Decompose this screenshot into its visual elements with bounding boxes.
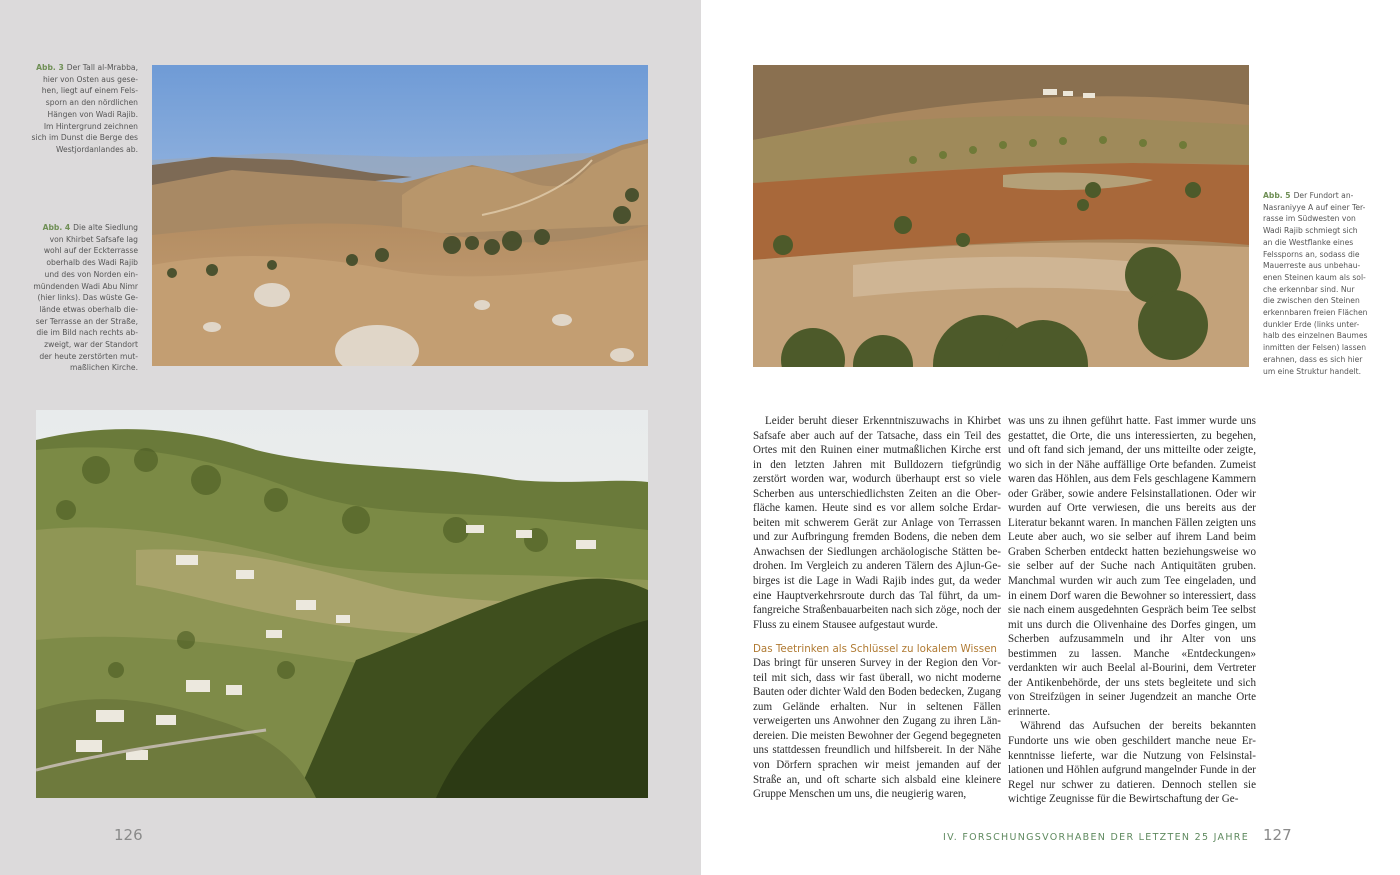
terrace-photo [753,65,1249,367]
caption-abb5-label: Abb. 5 [1263,191,1291,200]
caption-line: Der Fundort an- [1293,191,1354,200]
caption-line: erkennbaren freien Flächen [1263,308,1368,318]
photo-nasraniyye-a [753,65,1249,367]
paragraph: Leider beruht dieser Erkenntniszuwachs in Khirbet Safsafe aber auch auf der Tatsache, dass ein Teil des Ortes mit den Ruinen einer mutmaßlichen Kirche erst in den letzten Jahren mit Bulldozern tiefgründig zerstört worden war, wodurch überhaupt erst so viele Scherben aus unterschiedlichsten Zeiten an die Oberfläche kamen. Heute sind es vor allem solche Erdarbeiten mit schwerem Gerät zur Anlage von Terrassen und zur Aufbringung fremden Bodens, die neben dem Anwachsen der Siedlungen archäologische Stätten bedrohen. Im Vergleich zu anderen Tälern des Ajlun-Gebirges ist die Lage in Wadi Rajib indes gut, da weder eine Hauptverkehrsroute durch das Tal führt, da umfangreiche Straßenbauarbeiten nach sich zöge, noch der Fluss zu einem Stausee aufgestaut wurde. [753,415,1001,631]
caption-line: Die alte Siedlung [73,223,138,232]
caption-abb3 [20,62,138,156]
caption-abb5 [1263,190,1383,377]
caption-line: dunkler Erde (links unter- [1263,319,1360,329]
caption-line: ser Terrasse an der Straße, [35,316,138,326]
caption-line: Westjordanlandes ab. [55,144,138,154]
caption-line: sporn an den nördlichen [45,98,138,108]
caption-line: an die Westflanke eines [1263,237,1354,247]
caption-line: die zwischen den Steinen [1263,296,1360,306]
caption-line: inmitten der Felsen) lassen [1263,343,1367,353]
page-number-right: 127 [1263,826,1292,844]
text-column-1 [753,414,1001,802]
caption-line: hen, liegt auf einem Fels- [41,86,138,96]
caption-line: Im Hintergrund zeichnen [43,121,138,131]
caption-line: mündenden Wadi Abu Nimr [33,281,138,291]
right-page [701,0,1400,875]
caption-line: che erkennbar sind. Nur [1263,284,1355,294]
caption-abb4-label: Abb. 4 [42,223,71,232]
caption-line: Wadi Rajib schmiegt sich [1263,226,1358,236]
caption-abb3-label: Abb. 3 [36,63,64,72]
caption-line: der heute zerstörten mut- [39,351,138,361]
valley-photo [36,410,648,798]
caption-line: und des von Norden ein- [44,269,138,279]
page-number-left: 126 [114,826,143,844]
caption-line: enen Steinen kaum als sol- [1263,272,1366,282]
caption-line: wohl auf der Eckterrasse [43,246,138,256]
caption-line: oberhalb des Wadi Rajib [46,258,138,268]
caption-line: um eine Struktur handelt. [1263,366,1362,376]
section-heading: Das Teetrinken als Schlüssel zu lokalem Wissen [753,643,997,656]
caption-line: Felssporns an, sodass die [1263,249,1360,259]
caption-line: Der Tall al-Mrabba, [66,63,138,72]
caption-line: die im Bild nach rechts ab- [36,328,138,338]
caption-line: halb des einzelnen Baumes [1263,331,1368,341]
caption-line: maßlichen Kirche. [69,363,138,373]
caption-abb4 [20,222,138,374]
running-head: IV. FORSCHUNGSVORHABEN DER LETZTEN 25 JAHRE [943,832,1249,843]
caption-line: Mauerreste aus unbehau- [1263,261,1361,271]
caption-line: hier von Osten aus gese- [42,74,138,84]
caption-line: rasse im Südwesten von [1263,214,1356,224]
caption-line: sich im Dunst die Berge des [31,133,138,143]
photo-tall-al-mrabba [152,65,648,366]
caption-line: erahnen, dass es sich hier [1263,354,1363,364]
caption-line: Nasraniyye A auf einer Ter- [1263,202,1366,212]
paragraph: Das bringt für unseren Survey in der Region den Vorteil mit sich, dass wir fast überall, wo nicht moderne Bauten oder dichter Wald den Boden bedecken, Zugang zum Gelände erhalten. Nur in seltenen Fällen verweigerten uns Anwohner den Zugang zu ihren Ländereien. Die meisten Bewohner der Gegend begegneten uns stattdessen freundlich und hilfsbereit. In der Nähe von Dörfern sprachen wir meist jemanden auf der Straße an, und oft scharte sich alsbald eine kleinere Gruppe Menschen um uns, die neugierig waren, [753,657,1001,801]
photo-khirbet-safsafe [36,410,648,798]
caption-line: von Khirbet Safsafe lag [49,234,138,244]
caption-line: zweigt, war der Standort [44,340,138,350]
caption-line: (hier links). Das wüste Ge- [37,293,138,303]
landscape-photo [152,65,648,366]
text-column-2 [1008,414,1256,807]
caption-line: Hängen von Wadi Rajib. [47,109,138,119]
caption-line: lände etwas oberhalb die- [39,304,138,314]
paragraph: Während das Aufsuchen der bereits bekannten Fundorte uns wie oben geschildert manche neue Erkenntnisse lieferte, war die Nutzung von Felsinstallationen und Höhlen aufgrund mangelnder Funde in der Regel nur schwer zu datieren. Dennoch stellen sie wichtige Zeugnisse für die Bewirtschaftung der Ge- [1008,720,1256,806]
paragraph: was uns zu ihnen geführt hatte. Fast immer wurde uns gestattet, die Orte, die uns interessierten, zu begehen, und oft fand sich jemand, der uns mitteilte oder zeigte, wo sich in der Nähe auffällige Orte befanden. Zumeist waren das Höhlen, aus dem Fels geschlagene Kammern oder Gräber, sowie andere Felsinstallationen. Oder wir wurden auf Orte verwiesen, die uns bereits aus der Literatur bekannt waren. In manchen Fällen zeigten uns Leute aber auch, wo sie selber auf ihrem Land beim Graben Scherben entdeckt hatten beziehungsweise wo sie selber auf der Suche nach Antiquitäten gruben. Manchmal wurden wir auch zum Tee eingeladen, und in einem Dorf waren die Bewohner so interessiert, dass sie nach einem ausgedehnten Gespräch beim Tee selbst mit uns durch die Olivenhaine des Dorfes gingen, um Scherben aufzusammeln und ihr Alter von uns bestimmen zu lassen. Manche «Entdeckungen» verdankten wir auch Beelal al-Bourini, dem Vertreter der Antikenbehörde, der uns stets begleitete und sich von Streifzügen in seiner Jugendzeit an manche Orte erinnerte. [1008,415,1256,718]
